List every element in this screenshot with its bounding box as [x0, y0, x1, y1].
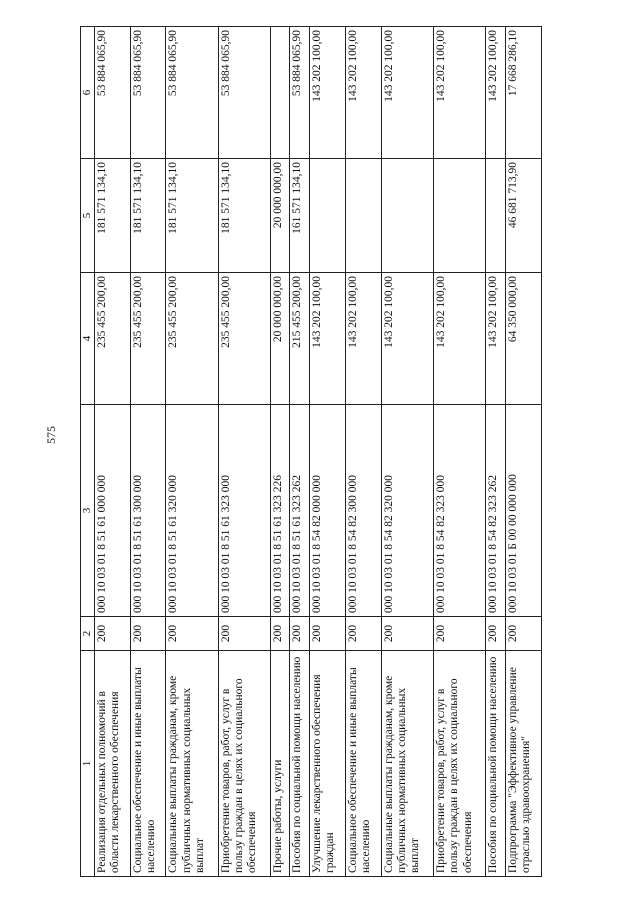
row-col4-value: 143 202 100,00 [382, 273, 434, 405]
row-col5-value: 181 571 134,10 [130, 159, 166, 273]
table-row [486, 27, 506, 877]
table-row [434, 27, 486, 877]
row-kbk-cell: 000 10 03 01 8 51 61 323 000 [218, 405, 270, 617]
row-col5-value [486, 159, 506, 273]
row-name-cell: Социальные выплаты гражданам, кроме публичных нормативных социальных выплат [166, 651, 218, 877]
row-col4-value: 143 202 100,00 [346, 273, 382, 405]
table-row [290, 27, 310, 877]
row-code-cell: 200 [310, 617, 346, 651]
row-name-cell: Улучшение лекарственного обеспечения граждан [310, 651, 346, 877]
row-name-cell: Подпрограмма "Эффективное управление отраслью здравоохранения" [505, 651, 541, 877]
row-col5-value [382, 159, 434, 273]
row-code-cell: 200 [270, 617, 290, 651]
row-kbk-cell: 000 10 03 01 8 51 61 323 262 [290, 405, 310, 617]
row-col5-value: 20 000 000,00 [270, 159, 290, 273]
page-number: 575 [44, 426, 58, 444]
row-code-cell: 200 [218, 617, 270, 651]
row-col4-value: 143 202 100,00 [310, 273, 346, 405]
row-kbk-cell: 000 10 03 01 Б 00 00 000 000 [505, 405, 541, 617]
row-kbk-cell: 000 10 03 01 8 54 82 300 000 [346, 405, 382, 617]
column-header: 4 [81, 273, 95, 405]
row-name-cell: Социальные выплаты гражданам, кроме публичных нормативных социальных выплат [382, 651, 434, 877]
row-col6-value: 53 884 065,90 [94, 27, 130, 159]
row-col4-value: 143 202 100,00 [434, 273, 486, 405]
row-code-cell: 200 [94, 617, 130, 651]
row-col6-value: 53 884 065,90 [166, 27, 218, 159]
row-col5-value: 161 571 134,10 [290, 159, 310, 273]
row-kbk-cell: 000 10 03 01 8 51 61 000 000 [94, 405, 130, 617]
row-name-cell: Приобретение товаров, работ, услуг в пользу граждан в целях их социального обеспечения [434, 651, 486, 877]
row-code-cell: 200 [505, 617, 541, 651]
row-col4-value: 143 202 100,00 [486, 273, 506, 405]
row-code-cell: 200 [346, 617, 382, 651]
row-kbk-cell: 000 10 03 01 8 54 82 000 000 [310, 405, 346, 617]
row-col6-value: 143 202 100,00 [382, 27, 434, 159]
row-col5-value: 46 681 713,90 [505, 159, 541, 273]
row-col4-value: 235 455 200,00 [218, 273, 270, 405]
row-kbk-cell: 000 10 03 01 8 51 61 300 000 [130, 405, 166, 617]
column-header: 1 [81, 651, 95, 877]
row-col5-value: 181 571 134,10 [218, 159, 270, 273]
row-name-cell: Социальное обеспечение и иные выплаты населению [130, 651, 166, 877]
table-row [130, 27, 166, 877]
row-name-cell: Реализация отдельных полномочий в области лекарственного обеспечения [94, 651, 130, 877]
row-col5-value: 181 571 134,10 [166, 159, 218, 273]
row-col4-value: 235 455 200,00 [130, 273, 166, 405]
row-col6-value: 143 202 100,00 [434, 27, 486, 159]
row-col5-value: 181 571 134,10 [94, 159, 130, 273]
row-col4-value: 215 455 200,00 [290, 273, 310, 405]
row-col6-value: 53 884 065,90 [290, 27, 310, 159]
row-code-cell: 200 [130, 617, 166, 651]
row-name-cell: Прочие работы, услуги [270, 651, 290, 877]
table-row [270, 27, 290, 877]
row-col4-value: 235 455 200,00 [166, 273, 218, 405]
row-col4-value: 235 455 200,00 [94, 273, 130, 405]
row-col6-value: 143 202 100,00 [346, 27, 382, 159]
row-col6-value: 143 202 100,00 [310, 27, 346, 159]
table-row [218, 27, 270, 877]
row-col6-value: 143 202 100,00 [486, 27, 506, 159]
row-col5-value [346, 159, 382, 273]
row-code-cell: 200 [434, 617, 486, 651]
table-row [382, 27, 434, 877]
table-row [346, 27, 382, 877]
row-kbk-cell: 000 10 03 01 8 51 61 323 226 [270, 405, 290, 617]
table-row [310, 27, 346, 877]
row-kbk-cell: 000 10 03 01 8 54 82 323 000 [434, 405, 486, 617]
table-row [505, 27, 541, 877]
table-body [94, 27, 541, 877]
row-col4-value: 64 350 000,00 [505, 273, 541, 405]
row-kbk-cell: 000 10 03 01 8 54 82 323 262 [486, 405, 506, 617]
rotated-table-container [80, 27, 542, 877]
column-header: 2 [81, 617, 95, 651]
row-col4-value: 20 000 000,00 [270, 273, 290, 405]
row-kbk-cell: 000 10 03 01 8 54 82 320 000 [382, 405, 434, 617]
row-col6-value: 17 668 286,10 [505, 27, 541, 159]
header-row [81, 27, 95, 877]
row-col5-value [434, 159, 486, 273]
column-header: 3 [81, 405, 95, 617]
row-name-cell: Приобретение товаров, работ, услуг в пользу граждан в целях их социального обеспечения [218, 651, 270, 877]
row-code-cell: 200 [382, 617, 434, 651]
row-col5-value [310, 159, 346, 273]
row-col6-value [270, 27, 290, 159]
row-code-cell: 200 [290, 617, 310, 651]
row-name-cell: Социальное обеспечение и иные выплаты населению [346, 651, 382, 877]
row-name-cell: Пособия по социальной помощи населению [486, 651, 506, 877]
row-code-cell: 200 [486, 617, 506, 651]
column-header: 6 [81, 27, 95, 159]
row-code-cell: 200 [166, 617, 218, 651]
row-name-cell: Пособия по социальной помощи населению [290, 651, 310, 877]
table-row [166, 27, 218, 877]
row-col6-value: 53 884 065,90 [218, 27, 270, 159]
table-row [94, 27, 130, 877]
column-header: 5 [81, 159, 95, 273]
budget-table [80, 26, 542, 877]
row-kbk-cell: 000 10 03 01 8 51 61 320 000 [166, 405, 218, 617]
row-col6-value: 53 884 065,90 [130, 27, 166, 159]
